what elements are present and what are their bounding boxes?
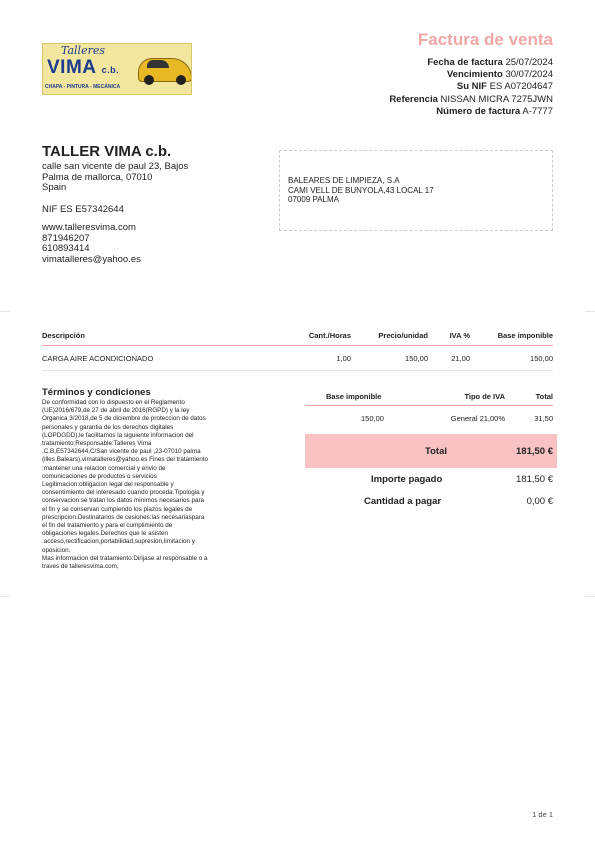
num-value: A-7777	[522, 105, 553, 117]
terms-line: ,C.B,E57342644,C/San vicente de paul ,23-07010 palma	[42, 448, 201, 456]
terms-line: tratamiento:Responsable:Talleres Vima	[42, 440, 152, 448]
item-desc: CARGA AIRE ACONDICIONADO	[42, 354, 154, 363]
terms-line: consentimiento del interesado cuando proceda.Tipologia y	[42, 489, 205, 497]
terms-line: (UE)2016/679,de 27 de abril de 2016(RGPD) y la ley	[42, 407, 190, 415]
col-base: Base imponible	[497, 331, 553, 340]
client-address	[288, 176, 434, 205]
terms-line: traves de talleresvima.com,	[42, 563, 119, 571]
address-line2: Palma de mallorca, 07010	[42, 171, 153, 183]
terms-heading: Términos y condiciones	[42, 387, 151, 398]
logo-line2	[47, 57, 119, 79]
nif-label: Su NIF	[456, 81, 487, 93]
ref-label: Referencia	[389, 93, 438, 105]
company-email: vimatalleres@yahoo.es	[42, 253, 141, 265]
paid-label: Importe pagado	[371, 474, 443, 485]
tax-col-type: Tipo de IVA	[464, 392, 505, 401]
tax-col-total: Total	[535, 392, 553, 401]
terms-line: :mantener una relacion comercial y envio de	[42, 464, 166, 472]
paid-value: 181,50 €	[516, 474, 553, 485]
item-qty: 1,00	[336, 354, 351, 363]
terms-line: Legitimacion:obligacion legal del responsable y	[42, 481, 174, 489]
fold-mark	[585, 596, 595, 597]
item-base: 150,00	[530, 354, 553, 363]
address-country: Spain	[42, 182, 67, 193]
client-city: 07009 PALMA	[288, 195, 339, 204]
company-address	[42, 162, 188, 194]
company-name: TALLER VIMA c.b.	[42, 143, 172, 160]
address-line1: calle san vicente de paul 23, Bajos	[42, 161, 189, 172]
venc-label: Vencimiento	[446, 69, 503, 81]
company-nif: NIF ES E57342644	[42, 204, 124, 215]
terms-line: comunicaciones de productos o servicios	[42, 472, 157, 480]
col-iva: IVA %	[449, 331, 470, 340]
terms-line: prescripcion.Destinatarios de cesiones:las necesariaspara	[42, 513, 205, 521]
company-phone1: 871946207	[42, 232, 90, 244]
item-iva: 21,00	[451, 354, 470, 363]
fecha-label: Fecha de factura	[427, 57, 503, 68]
tax-total: 31,50	[534, 414, 553, 423]
terms-line: conservacion:se tratan los datos minimos necesarios para	[42, 497, 205, 505]
tax-col-base: Base imponible	[326, 392, 382, 401]
company-phone2: 610893414	[42, 243, 90, 254]
logo-line3: CHAPA - PINTURA - MECÁNICA	[45, 84, 121, 90]
col-qty: Cant./Horas	[308, 331, 351, 340]
terms-line: el fin del tratamiento y para el cumplimiento de	[42, 522, 173, 530]
num-label: Número de factura	[436, 105, 521, 117]
page-number: 1 de 1	[532, 810, 553, 819]
client-name: BALEARES DE LIMPIEZA, S.A	[288, 176, 400, 185]
terms-line: De conformidad con lo dispuesto en el Reglamento	[42, 399, 185, 406]
car-wheel-icon	[176, 75, 186, 85]
terms-line: Mas informacion del tratamiento:Dirijase al responsable o a	[42, 554, 208, 562]
col-desc: Descripción	[42, 331, 85, 340]
logo-brand: VIMA	[47, 57, 96, 78]
terms-line: (illes Balears),vimatalleres@yahoo.es Fines del tratamiento	[42, 456, 208, 464]
terms-line: Organica 3/2018,de 5 de diciembre de proteccion de datos	[42, 415, 206, 423]
terms-line: :acceso,rectificacion,portabilidad,supresion,limitacion y	[42, 538, 195, 546]
logo-line1: Talleres	[61, 44, 105, 57]
company-web: www.talleresvima.com	[42, 222, 136, 233]
tax-header-divider	[305, 405, 553, 406]
company-logo	[42, 43, 192, 95]
car-window	[147, 60, 169, 68]
terms-line: (LOPDGDD),le facilitamos la siguiente informacion del	[42, 431, 194, 439]
due-label: Cantidad a pagar	[364, 496, 442, 507]
item-price: 150,00	[405, 354, 428, 363]
terms-line: el fin y se conservan cumpiendo los plazos legales de	[42, 505, 193, 513]
company-contact	[42, 223, 141, 265]
header-divider	[42, 345, 553, 346]
nif-value: ES A07204647	[489, 81, 553, 93]
tax-base: 150,00	[361, 414, 384, 423]
due-value: 0,00 €	[526, 496, 553, 507]
ref-value: NISSAN MICRA 7275JWN	[440, 93, 553, 105]
terms-line: oposicion.	[42, 546, 71, 554]
total-value: 181,50 €	[516, 446, 553, 457]
total-label: Total	[425, 446, 447, 457]
terms-text	[42, 399, 260, 571]
fold-mark	[585, 311, 595, 312]
invoice-title: Factura de venta	[417, 30, 553, 49]
fecha-value: 25/07/2024	[505, 57, 553, 68]
col-price: Precio/unidad	[378, 331, 428, 340]
client-street: CAMI VELL DE BUNYOLA,43 LOCAL 17	[288, 185, 434, 195]
terms-line: personales y garantia de los derechos digitales	[42, 423, 174, 431]
venc-value: 30/07/2024	[505, 69, 553, 81]
car-wheel-icon	[144, 75, 154, 85]
logo-suffix: c.b.	[101, 65, 120, 75]
tax-type: General 21,00%	[450, 414, 505, 423]
row-divider	[42, 370, 553, 371]
invoice-meta	[389, 57, 553, 118]
fold-mark	[0, 311, 10, 312]
terms-line: obligaciones legales.Derechos que le asisten	[42, 530, 169, 538]
fold-mark	[0, 596, 10, 597]
